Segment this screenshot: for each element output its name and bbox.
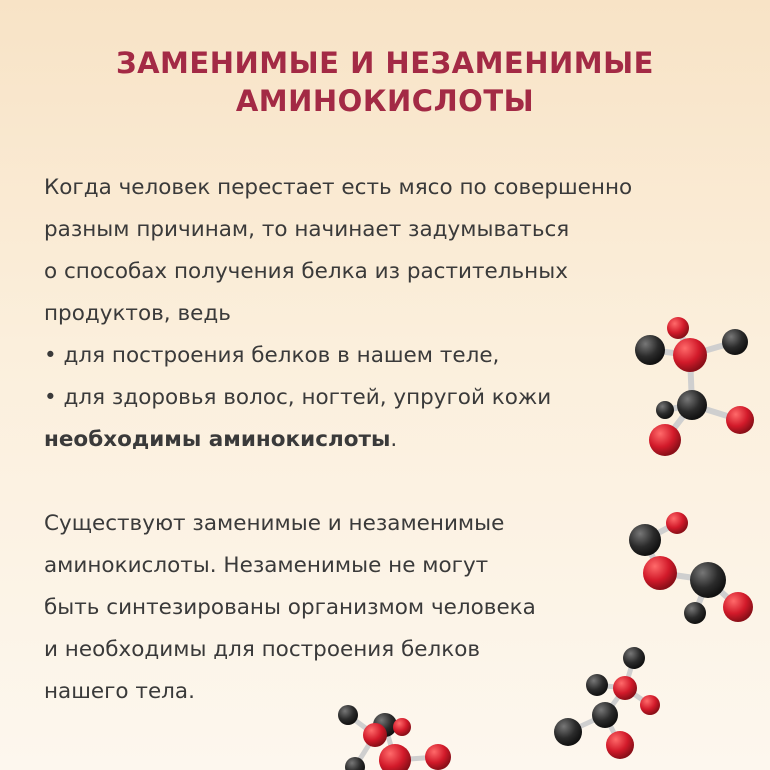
molecule-icon xyxy=(330,695,460,770)
second-line-5: нашего тела. xyxy=(44,679,195,704)
intro-line-4: продуктов, ведь xyxy=(44,301,231,326)
title-line-1: ЗАМЕНИМЫЕ И НЕЗАМЕНИМЫЕ xyxy=(116,46,654,80)
bullet-item-1: • для построения белков в нашем теле, xyxy=(44,343,500,368)
intro-line-1: Когда человек перестает есть мясо по совершенно xyxy=(44,175,633,200)
second-line-3: быть синтезированы организмом человека xyxy=(44,595,536,620)
title-line-2: АМИНОКИСЛОТЫ xyxy=(235,84,535,118)
second-line-4: и необходимы для построения белков xyxy=(44,637,481,662)
intro-line-2: разным причинам, то начинает задумываться xyxy=(44,217,570,242)
molecule-icon xyxy=(620,505,760,635)
conclusion-bold: необходимы аминокислоты xyxy=(44,427,391,452)
conclusion-end: . xyxy=(390,427,398,452)
molecule-icon xyxy=(550,640,680,770)
bullet-item-2: • для здоровья волос, ногтей, упругой кожи xyxy=(44,385,552,410)
molecule-icon xyxy=(630,310,760,460)
second-line-2: аминокислоты. Незаменимые не могут xyxy=(44,553,489,578)
page-title xyxy=(0,44,770,120)
intro-line-3: о способах получения белка из растительных xyxy=(44,259,568,284)
second-line-1: Существуют заменимые и незаменимые xyxy=(44,511,505,536)
